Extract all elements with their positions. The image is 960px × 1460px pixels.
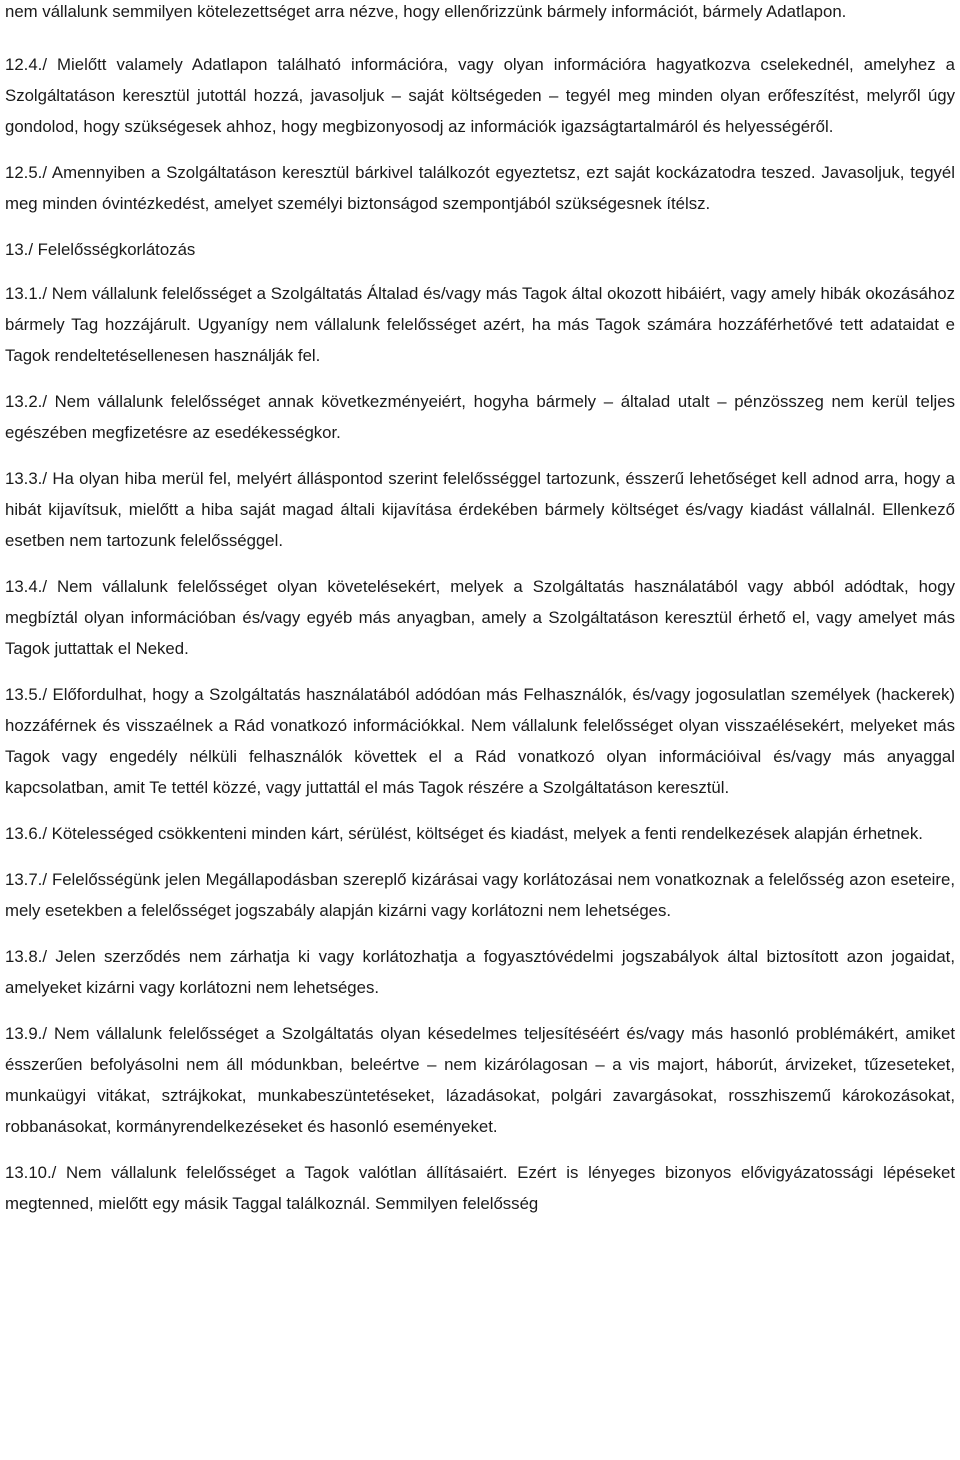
paragraph-13-6: 13.6./ Kötelességed csökkenteni minden kárt, sérülést, költséget és kiadást, melyek a fenti rendelkezések alapján érhetnek. bbox=[5, 824, 923, 843]
paragraph-13-4: 13.4./ Nem vállalunk felelősséget olyan követelésekért, melyek a Szolgáltatás használatából vagy abból adódtak, hogy megbíztál olyan információban és/vagy egyéb más anyagban, amely a Szolgáltatáson keresztül érhető el, vagy amelyet más Tagok juttattak el Neked. bbox=[5, 577, 955, 658]
paragraph-12-5: 12.5./ Amennyiben a Szolgáltatáson keresztül bárkivel találkozót egyeztetsz, ezt saját kockázatodra teszed. Javasoljuk, tegyél meg minden óvintézkedést, amelyet személyi biztonságod szempontjából szükségesnek ítélsz. bbox=[5, 163, 955, 213]
paragraph-13-2: 13.2./ Nem vállalunk felelősséget annak következményeiért, hogyha bármely – általad utalt – pénzösszeg nem kerül teljes egészében megfizetésre az esedékességkor. bbox=[5, 392, 955, 442]
paragraph-13-10: 13.10./ Nem vállalunk felelősséget a Tagok valótlan állításaiért. Ezért is lényeges bizonyos elővigyázatossági lépéseket megtenned, mielőtt egy másik Taggal találkoznál. Semmilyen felelősség bbox=[5, 1163, 955, 1213]
paragraph-13-9: 13.9./ Nem vállalunk felelősséget a Szolgáltatás olyan késedelmes teljesítéséért és/vagy más hasonló problémákért, amiket ésszerűen befolyásolni nem áll módunkban, beleértve – nem kizárólagosan – a vis majort, háborút, árvizeket, tűzeseteket, munkaügyi vitákat, sztrájkokat, munkabeszüntetéseket, lázadásokat, polgári zavargásokat, rosszhiszemű károkozásokat, robbanásokat, kormányrendelkezéseket és hasonló eseményeket. bbox=[5, 1024, 955, 1136]
paragraph-13-3: 13.3./ Ha olyan hiba merül fel, melyért álláspontod szerint felelősséggel tartozunk, ésszerű lehetőséget kell adnod arra, hogy a hibát kijavítsuk, mielőtt a hiba saját magad általi kijavítása érdekében bármely költséget és/vagy kiadást vállalnál. Ellenkező esetben nem tartozunk felelősséggel. bbox=[5, 469, 955, 550]
paragraph-13-8: 13.8./ Jelen szerződés nem zárhatja ki vagy korlátozhatja a fogyasztóvédelmi jogszabályok által biztosított azon jogaidat, amelyeket kizárni vagy korlátozni nem lehetséges. bbox=[5, 947, 955, 997]
paragraph-continuation: nem vállalunk semmilyen kötelezettséget arra nézve, hogy ellenőrizzünk bármely információt, bármely Adatlapon. bbox=[5, 2, 847, 21]
paragraph-13-7: 13.7./ Felelősségünk jelen Megállapodásban szereplő kizárásai vagy korlátozásai nem vonatkoznak a felelősség azon eseteire, mely esetekben a felelősséget jogszabály alapján kizárni vagy korlátozni nem lehetséges. bbox=[5, 870, 955, 920]
paragraph-12-4: 12.4./ Mielőtt valamely Adatlapon található információra, vagy olyan információra hagyatkozva cselekednél, amelyhez a Szolgáltatáson keresztül jutottál hozzá, javasoljuk – saját költségeden – tegyél meg minden olyan erőfeszítést, melyről úgy gondolod, hogy szükségesek ahhoz, hogy megbizonyosodj az információk igazságtartalmáról és helyességéről. bbox=[5, 55, 955, 136]
paragraph-13-5: 13.5./ Előfordulhat, hogy a Szolgáltatás használatából adódóan más Felhasználók, és/vagy jogosulatlan személyek (hackerek) hozzáférnek és visszaélnek a Rád vonatkozó információkkal. Nem vállalunk felelősséget olyan visszaélésekért, melyeket más Tagok vagy engedély nélküli felhasználók követtek el a Rád vonatkozó olyan információival és/vagy más anyaggal kapcsolatban, amit Te tettél közzé, vagy juttattál el más Tagok részére a Szolgáltatáson keresztül. bbox=[5, 685, 955, 797]
document-page bbox=[5, 0, 955, 1219]
paragraph-13-1: 13.1./ Nem vállalunk felelősséget a Szolgáltatás Általad és/vagy más Tagok által okozott hibáiért, vagy amely hibák okozásához bármely Tag hozzájárult. Ugyanígy nem vállalunk felelősséget azért, ha más Tagok számára hozzáférhetővé tett adataidat e Tagok rendeltetésellenesen használják fel. bbox=[5, 284, 955, 365]
section-heading-13: 13./ Felelősségkorlátozás bbox=[5, 240, 196, 259]
